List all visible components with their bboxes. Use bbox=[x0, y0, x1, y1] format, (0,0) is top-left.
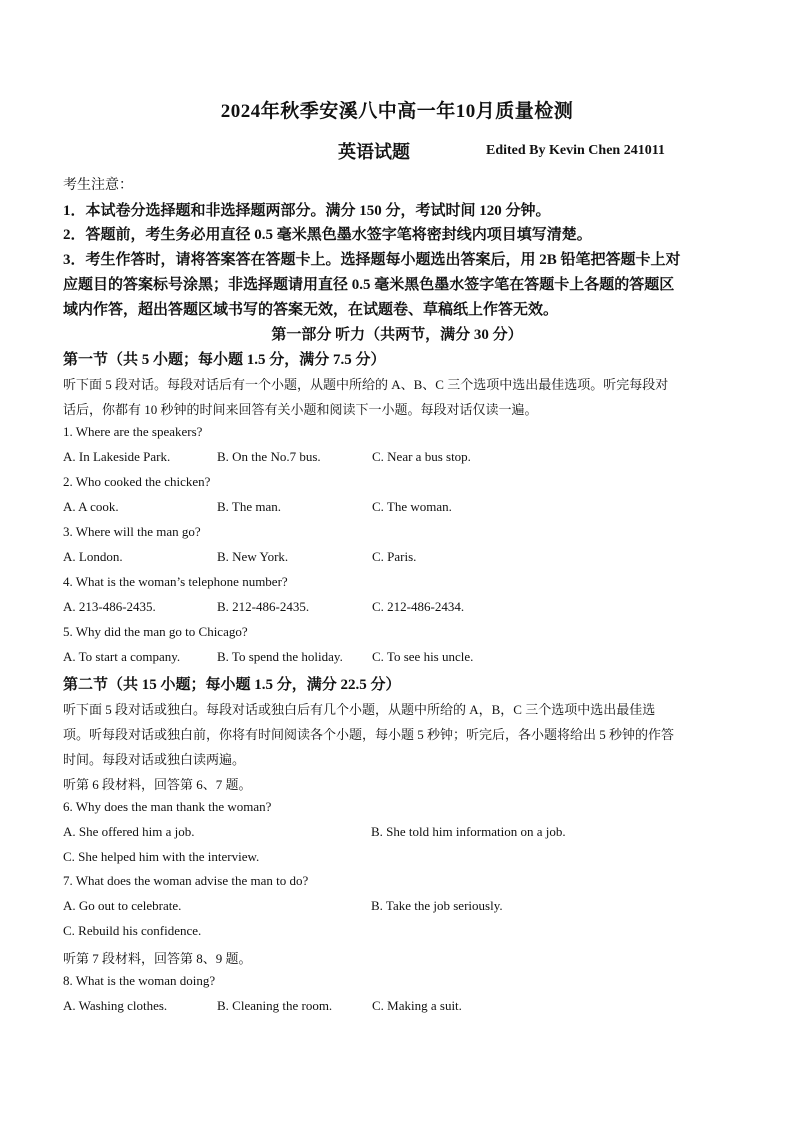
q5-option-b: B. To spend the holiday. bbox=[217, 649, 343, 664]
exam-title: 2024年秋季安溪八中高一年10月质量检测 bbox=[220, 101, 574, 122]
q7-option-b: B. Take the job seriously. bbox=[371, 898, 503, 913]
question-4: 4. What is the woman’s telephone number? bbox=[63, 574, 288, 589]
part1-heading: 第一部分 听力（共两节，满分 30 分） bbox=[271, 327, 523, 343]
question-8: 8. What is the woman doing? bbox=[63, 973, 216, 988]
q4-option-a: A. 213-486-2435. bbox=[63, 599, 156, 614]
q3-option-c: C. Paris. bbox=[372, 549, 417, 564]
exam-subject: 英语试题 bbox=[338, 142, 410, 162]
q4-option-c: C. 212-486-2434. bbox=[372, 599, 465, 614]
q7-option-c: C. Rebuild his confidence. bbox=[63, 923, 202, 938]
section1-instruction-1: 听下面 5 段对话。每段对话后有一个小题，从题中所给的 A、B、C 三个选项中选出最佳选项。听完每段对 bbox=[63, 377, 669, 392]
section1-heading: 第一节（共 5 小题；每小题 1.5 分，满分 7.5 分） bbox=[63, 352, 386, 368]
q8-option-c: C. Making a suit. bbox=[372, 998, 462, 1013]
q6-option-c: C. She helped him with the interview. bbox=[63, 849, 260, 864]
question-3: 3. Where will the man go? bbox=[63, 524, 201, 539]
q1-option-b: B. On the No.7 bus. bbox=[217, 449, 321, 464]
q1-option-c: C. Near a bus stop. bbox=[372, 449, 471, 464]
notice-line-3b: 应题目的答案标号涂黑；非选择题请用直径 0.5 毫米黑色墨水签字笔在答题卡上各题的答题区 bbox=[63, 277, 675, 293]
q5-option-a: A. To start a company. bbox=[63, 649, 181, 664]
notice-heading: 考生注意： bbox=[63, 178, 133, 193]
question-5: 5. Why did the man go to Chicago? bbox=[63, 624, 248, 639]
q2-option-c: C. The woman. bbox=[372, 499, 452, 514]
notice-line-3c: 域内作答，超出答题区域书写的答案无效，在试题卷、草稿纸上作答无效。 bbox=[63, 302, 559, 318]
q2-option-b: B. The man. bbox=[217, 499, 282, 514]
q2-option-a: A. A cook. bbox=[63, 499, 119, 514]
notice-line-2: 2．答题前，考生务必用直径 0.5 毫米黑色墨水签字笔将密封线内项目填写清楚。 bbox=[63, 227, 592, 243]
q7-option-a: A. Go out to celebrate. bbox=[63, 898, 182, 913]
q6-option-a: A. She offered him a job. bbox=[63, 824, 195, 839]
q3-option-a: A. London. bbox=[63, 549, 123, 564]
question-1: 1. Where are the speakers? bbox=[63, 424, 203, 439]
section1-instruction-2: 话后，你都有 10 秒钟的时间来回答有关小题和阅读下一小题。每段对话仅读一遍。 bbox=[63, 402, 538, 417]
question-7: 7. What does the woman advise the man to do? bbox=[63, 873, 309, 888]
section2-instruction-2: 项。听每段对话或独白前，你将有时间阅读各个小题，每小题 5 秒钟；听完后，各小题将给出 5 秒钟的作答 bbox=[63, 727, 675, 742]
q8-option-a: A. Washing clothes. bbox=[63, 998, 168, 1013]
question-6: 6. Why does the man thank the woman? bbox=[63, 799, 272, 814]
q3-option-b: B. New York. bbox=[217, 549, 289, 564]
material-6-note: 听第 6 段材料，回答第 6、7 题。 bbox=[63, 777, 252, 792]
material-7-note: 听第 7 段材料，回答第 8、9 题。 bbox=[63, 951, 252, 966]
q6-option-b: B. She told him information on a job. bbox=[371, 824, 566, 839]
section2-instruction-3: 时间。每段对话或独白读两遍。 bbox=[63, 752, 246, 767]
q8-option-b: B. Cleaning the room. bbox=[217, 998, 333, 1013]
editor-credit: Edited By Kevin Chen 241011 bbox=[486, 143, 665, 158]
section2-heading: 第二节（共 15 小题；每小题 1.5 分，满分 22.5 分） bbox=[63, 677, 401, 693]
notice-line-3a: 3．考生作答时，请将答案答在答题卡上。选择题每小题选出答案后，用 2B 铅笔把答题卡上对 bbox=[63, 252, 681, 268]
q5-option-c: C. To see his uncle. bbox=[372, 649, 474, 664]
question-2: 2. Who cooked the chicken? bbox=[63, 474, 211, 489]
notice-line-1: 1．本试卷分选择题和非选择题两部分。满分 150 分，考试时间 120 分钟。 bbox=[63, 203, 551, 219]
section2-instruction-1: 听下面 5 段对话或独白。每段对话或独白后有几个小题，从题中所给的 A，B，C 三个选项中选出最佳选 bbox=[63, 702, 656, 717]
q4-option-b: B. 212-486-2435. bbox=[217, 599, 310, 614]
q1-option-a: A. In Lakeside Park. bbox=[63, 449, 171, 464]
